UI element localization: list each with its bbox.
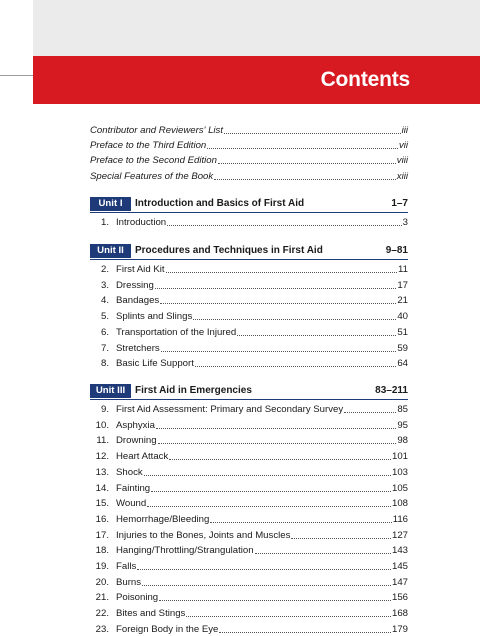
page-number: 85 (397, 404, 408, 415)
entry-title: Bandages (116, 295, 160, 306)
entry-title: Burns (116, 577, 142, 588)
toc-entry (84, 215, 408, 229)
page-number: 108 (391, 498, 408, 509)
entry-title: Splints and Slings (116, 311, 193, 322)
dot-leader (166, 271, 398, 273)
page-number: 64 (397, 358, 408, 369)
unit-badge: Unit I (90, 197, 131, 211)
chapter-number: 4. (100, 295, 109, 306)
dot-leader (224, 132, 401, 134)
unit-title: Introduction and Basics of First Aid (135, 198, 305, 209)
toc-entry (84, 449, 408, 463)
unit-underline (90, 212, 408, 213)
toc-entry (84, 278, 408, 292)
dot-leader (155, 287, 396, 289)
unit-header (90, 197, 408, 213)
page-number: 105 (391, 483, 408, 494)
header-red-band (33, 56, 480, 104)
chapter-number: 20. (95, 577, 109, 588)
toc-entry (84, 606, 408, 620)
page-number: 103 (391, 467, 408, 478)
toc-entry (84, 325, 408, 339)
toc-entry (84, 559, 408, 573)
entry-title: Poisoning (116, 592, 159, 603)
chapter-number: 7. (100, 343, 109, 354)
unit-page-range: 1–7 (391, 198, 408, 209)
chapter-number: 1. (100, 217, 109, 228)
dot-leader (210, 521, 391, 523)
page-number: iii (401, 125, 408, 136)
page-number: viii (396, 155, 408, 166)
toc-entry (90, 123, 408, 137)
header-grey-band (33, 0, 480, 56)
dot-leader (214, 178, 396, 180)
unit-header (90, 244, 408, 260)
page-number: 147 (391, 577, 408, 588)
dot-leader (158, 442, 397, 444)
entry-title: Stretchers (116, 343, 160, 354)
page-number: 156 (391, 592, 408, 603)
dot-leader (193, 318, 396, 320)
unit-badge: Unit II (90, 244, 131, 258)
dot-leader (186, 615, 391, 617)
toc-entry (84, 481, 408, 495)
page-title: Contents (320, 68, 410, 91)
page-number: 145 (391, 561, 408, 572)
dot-leader (195, 365, 396, 367)
chapter-number: 18. (95, 545, 109, 556)
chapter-number: 3. (100, 280, 109, 291)
unit-underline (90, 399, 408, 400)
dot-leader (344, 411, 396, 413)
toc-entry (90, 169, 408, 183)
page-number: 40 (397, 311, 408, 322)
entry-title: Dressing (116, 280, 154, 291)
page-number: 168 (391, 608, 408, 619)
page-number: xiii (396, 171, 408, 182)
page-number: 143 (391, 545, 408, 556)
page-number: 21 (397, 295, 408, 306)
entry-title: Preface to the Second Edition (90, 155, 217, 166)
dot-leader (207, 147, 398, 149)
chapter-number: 13. (95, 467, 109, 478)
toc-entry (84, 575, 408, 589)
entry-title: Falls (116, 561, 137, 572)
entry-title: Introduction (116, 217, 167, 228)
page-number: 51 (397, 327, 408, 338)
dot-leader (219, 631, 391, 633)
unit-title: Procedures and Techniques in First Aid (135, 245, 323, 256)
entry-title: Basic Life Support (116, 358, 194, 369)
dot-leader (218, 162, 396, 164)
dot-leader (255, 552, 391, 554)
page-number: 127 (391, 530, 408, 541)
toc-entry (84, 512, 408, 526)
dot-leader (169, 458, 391, 460)
unit-underline (90, 259, 408, 260)
page-number: 179 (391, 624, 408, 635)
toc-entry (84, 496, 408, 510)
chapter-number: 17. (95, 530, 109, 541)
toc-entry (84, 528, 408, 542)
entry-title: Foreign Body in the Eye (116, 624, 219, 635)
page-number: 101 (391, 451, 408, 462)
entry-title: Fainting (116, 483, 151, 494)
dot-leader (160, 302, 396, 304)
chapter-number: 23. (95, 624, 109, 635)
entry-title: Bites and Stings (116, 608, 186, 619)
entry-title: First Aid Assessment: Primary and Secondary Survey (116, 404, 344, 415)
chapter-number: 10. (95, 420, 109, 431)
toc-entry (90, 153, 408, 167)
entry-title: Preface to the Third Edition (90, 140, 207, 151)
toc-entry (84, 418, 408, 432)
toc-entry (84, 590, 408, 604)
chapter-number: 16. (95, 514, 109, 525)
dot-leader (167, 224, 402, 226)
entry-title: Special Features of the Book (90, 171, 214, 182)
unit-page-range: 9–81 (385, 245, 408, 256)
chapter-number: 9. (100, 404, 109, 415)
page-number: 17 (397, 280, 408, 291)
entry-title: Hemorrhage/Bleeding (116, 514, 210, 525)
toc-entry (84, 262, 408, 276)
chapter-number: 6. (100, 327, 109, 338)
toc-entry (84, 402, 408, 416)
margin-rule (0, 75, 33, 76)
chapter-number: 15. (95, 498, 109, 509)
page-number: 3 (402, 217, 408, 228)
entry-title: Injuries to the Bones, Joints and Muscles (116, 530, 291, 541)
entry-title: Heart Attack (116, 451, 169, 462)
dot-leader (151, 490, 391, 492)
entry-title: Contributor and Reviewers' List (90, 125, 224, 136)
unit-header (90, 384, 408, 400)
toc-entry (84, 341, 408, 355)
entry-title: Drowning (116, 435, 157, 446)
entry-title: Shock (116, 467, 143, 478)
dot-leader (291, 537, 391, 539)
toc-entry (84, 309, 408, 323)
unit-badge: Unit III (90, 384, 131, 398)
dot-leader (147, 505, 391, 507)
unit-title: First Aid in Emergencies (135, 385, 252, 396)
entry-title: Asphyxia (116, 420, 155, 431)
chapter-number: 8. (100, 358, 109, 369)
chapter-number: 11. (96, 435, 109, 446)
chapter-number: 22. (95, 608, 109, 619)
dot-leader (137, 568, 391, 570)
toc-entry (84, 293, 408, 307)
dot-leader (161, 350, 397, 352)
chapter-number: 12. (95, 451, 109, 462)
toc-entry (90, 138, 408, 152)
page-number: 11 (398, 264, 408, 275)
entry-title: Wound (116, 498, 147, 509)
chapter-number: 19. (95, 561, 109, 572)
page-number: 95 (397, 420, 408, 431)
toc-entry (84, 622, 408, 636)
dot-leader (144, 474, 391, 476)
dot-leader (237, 334, 396, 336)
page-number: 116 (392, 514, 408, 525)
toc-entry (84, 543, 408, 557)
entry-title: Transportation of the Injured (116, 327, 237, 338)
chapter-number: 5. (100, 311, 109, 322)
chapter-number: 2. (100, 264, 109, 275)
entry-title: Hanging/Throttling/Strangulation (116, 545, 254, 556)
toc-entry (84, 433, 408, 447)
chapter-number: 14. (95, 483, 109, 494)
toc-entry (84, 465, 408, 479)
dot-leader (142, 584, 391, 586)
dot-leader (156, 427, 396, 429)
entry-title: First Aid Kit (116, 264, 165, 275)
page-number: vii (398, 140, 408, 151)
page-number: 98 (397, 435, 408, 446)
toc-entry (84, 356, 408, 370)
unit-page-range: 83–211 (375, 385, 408, 396)
chapter-number: 21. (95, 592, 109, 603)
page-number: 59 (397, 343, 408, 354)
dot-leader (159, 599, 391, 601)
